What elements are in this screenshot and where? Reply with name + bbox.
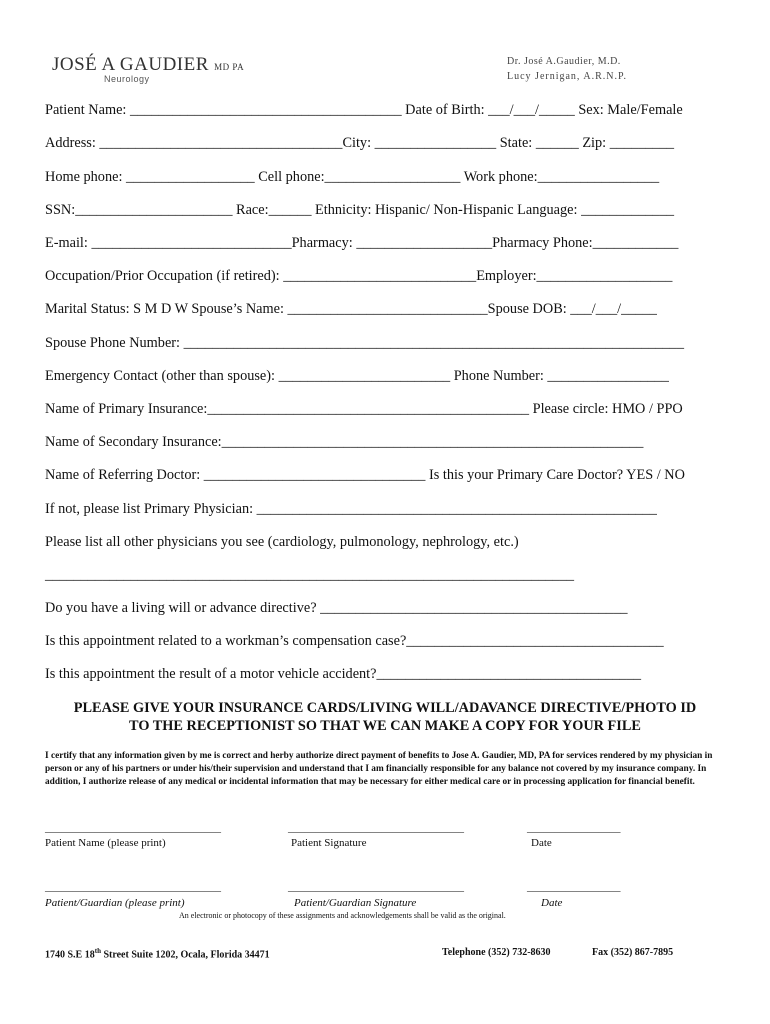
footer-address-post: Street Suite 1202, Ocala, Florida 34471: [100, 949, 270, 961]
primary-physician-row[interactable]: If not, please list Primary Physician: ________________________________________________________: [45, 501, 657, 517]
date-label: Date: [531, 837, 552, 849]
date-line[interactable]: _________________: [527, 822, 621, 834]
guardian-name-label: Patient/Guardian (please print): [45, 897, 185, 909]
practice-logo: [52, 54, 244, 76]
guardian-name-line[interactable]: ________________________________: [45, 881, 221, 893]
notice-line-1: PLEASE GIVE YOUR INSURANCE CARDS/LIVING WILL/ADAVANCE DIRECTIVE/PHOTO ID: [73, 700, 697, 716]
footer-address: [45, 947, 270, 960]
marital-status-row[interactable]: Marital Status: S M D W Spouse’s Name: ____________________________Spouse DOB: ___/___/_____: [45, 301, 657, 317]
electronic-copy-note: An electronic or photocopy of these assignments and acknowledgements shall be valid as the original.: [179, 911, 506, 920]
patient-signature-line[interactable]: ________________________________: [288, 822, 464, 834]
other-physicians-line[interactable]: __________________________________________________________________________: [45, 567, 574, 583]
living-will-row[interactable]: Do you have a living will or advance directive? ___________________________________________: [45, 600, 628, 616]
patient-name-line[interactable]: ________________________________: [45, 822, 221, 834]
guardian-date-line[interactable]: _________________: [527, 881, 621, 893]
primary-insurance-row[interactable]: Name of Primary Insurance:_____________________________________________ Please circle: HMO / PPO: [45, 401, 683, 417]
notice-line-2: TO THE RECEPTIONIST SO THAT WE CAN MAKE A COPY FOR YOUR FILE: [129, 718, 641, 734]
doctor-name-1: Dr. José A.Gaudier, M.D.: [507, 56, 621, 67]
ssn-row[interactable]: SSN:______________________ Race:______ Ethnicity: Hispanic/ Non-Hispanic Language: _____________: [45, 202, 674, 218]
address-row[interactable]: Address: __________________________________City: _________________ State: ______ Zip: _________: [45, 135, 675, 151]
workmans-comp-row[interactable]: Is this appointment related to a workman’s compensation case?____________________________________: [45, 633, 664, 649]
footer-address-sup: th: [94, 947, 101, 955]
phone-row[interactable]: Home phone: __________________ Cell phone:___________________ Work phone:_________________: [45, 169, 660, 185]
email-row[interactable]: E-mail: ____________________________Pharmacy: ___________________Pharmacy Phone:____________: [45, 235, 679, 251]
guardian-date-label: Date: [541, 897, 563, 909]
guardian-signature-line[interactable]: ________________________________: [288, 881, 464, 893]
patient-name-row[interactable]: Patient Name: ______________________________________ Date of Birth: ___/___/_____ Sex: Male/Female: [45, 102, 683, 118]
referring-doctor-row[interactable]: Name of Referring Doctor: _______________________________ Is this your Primary Care Doctor? YES / NO: [45, 467, 685, 483]
logo-subtitle: Neurology: [104, 74, 150, 84]
patient-signature-label: Patient Signature: [291, 837, 367, 849]
logo-main-text: JOSÉ A GAUDIER: [52, 54, 209, 75]
footer-telephone: Telephone (352) 732-8630: [442, 947, 551, 958]
logo-credentials: MD PA: [214, 62, 245, 72]
motor-vehicle-row[interactable]: Is this appointment the result of a motor vehicle accident?_____________________________________: [45, 666, 641, 682]
doctor-name-2: Lucy Jernigan, A.R.N.P.: [507, 71, 627, 82]
certification-text: I certify that any information given by me is correct and herby authorize direct payment of benefits to Jose A. Gaudier, MD, PA for services rendered by my physician in person or any of his partners or under his/their supervision and understand that I am financially responsible for any balance not covered by my insurance company. In addition, I authorize release of any medical or incidental information that may be necessary for either medical care or in processing application for financial benefit.: [45, 751, 713, 787]
footer-address-pre: 1740 S.E 18: [45, 949, 95, 961]
footer-fax: Fax (352) 867-7895: [592, 947, 674, 958]
patient-name-label: Patient Name (please print): [45, 837, 166, 849]
spouse-phone-row[interactable]: Spouse Phone Number: ______________________________________________________________________: [45, 335, 684, 351]
occupation-row[interactable]: Occupation/Prior Occupation (if retired): ___________________________Employer:___________________: [45, 268, 673, 284]
emergency-contact-row[interactable]: Emergency Contact (other than spouse): ________________________ Phone Number: _________________: [45, 368, 669, 384]
other-physicians-label: Please list all other physicians you see (cardiology, pulmonology, nephrology, etc.): [45, 534, 519, 550]
secondary-insurance-row[interactable]: Name of Secondary Insurance:___________________________________________________________: [45, 434, 644, 450]
guardian-signature-label: Patient/Guardian Signature: [294, 897, 417, 909]
